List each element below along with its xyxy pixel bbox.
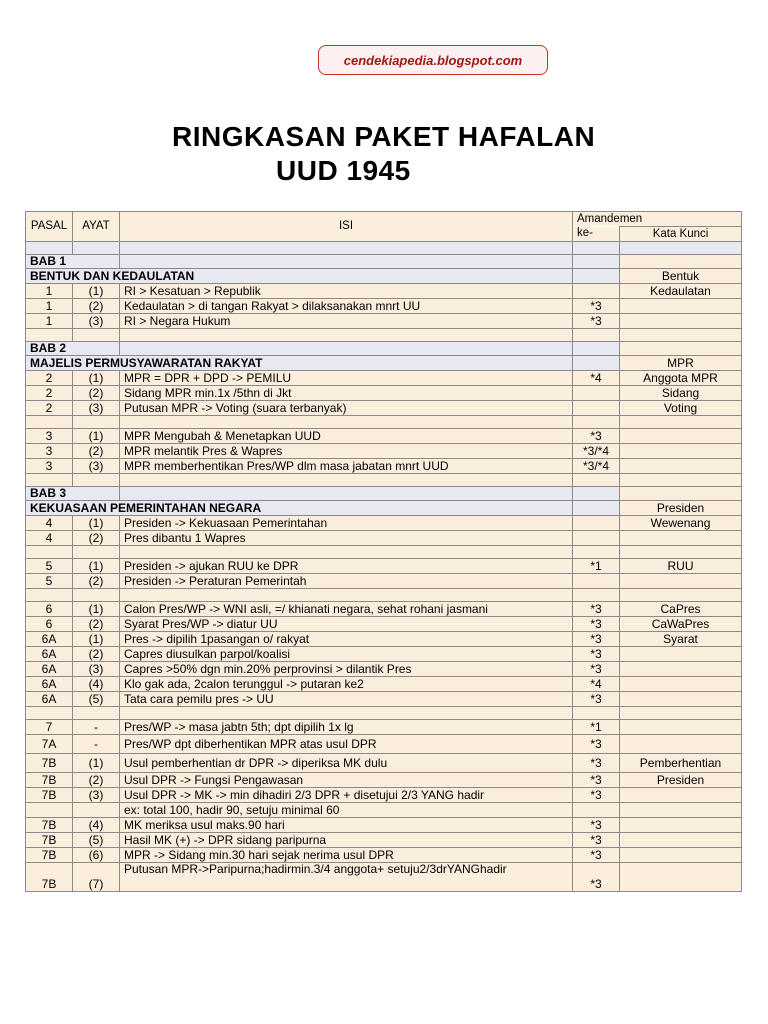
amandemen-cell (573, 803, 620, 818)
keyword-cell: MPR (620, 356, 742, 371)
chapter-row (26, 255, 742, 269)
empty-cell (120, 416, 573, 429)
keyword-cell (620, 833, 742, 848)
chapter-title-row (26, 269, 742, 284)
empty-cell (620, 487, 742, 501)
empty-cell (573, 416, 620, 429)
empty-cell (26, 242, 73, 255)
keyword-cell: Voting (620, 401, 742, 416)
keyword-cell (620, 735, 742, 754)
amandemen-cell: *3 (573, 647, 620, 662)
ayat-cell: (5) (73, 833, 120, 848)
ayat-cell: (3) (73, 459, 120, 474)
isi-cell: Kedaulatan > di tangan Rakyat > dilaksanakan mnrt UU (120, 299, 573, 314)
ayat-cell: (1) (73, 754, 120, 773)
keyword-cell: Syarat (620, 632, 742, 647)
isi-cell: MPR Mengubah & Menetapkan UUD (120, 429, 573, 444)
pasal-cell: 4 (26, 531, 73, 546)
keyword-cell: CaWaPres (620, 617, 742, 632)
pasal-cell: 6A (26, 632, 73, 647)
isi-cell: RI > Negara Hukum (120, 314, 573, 329)
isi-cell: MPR -> Sidang min.30 hari sejak nerima usul DPR (120, 848, 573, 863)
header-kata-kunci: Kata Kunci (620, 227, 742, 242)
amandemen-cell (573, 574, 620, 589)
table-row (26, 803, 742, 818)
table-row (26, 848, 742, 863)
keyword-cell (620, 677, 742, 692)
isi-cell: Presiden -> ajukan RUU ke DPR (120, 559, 573, 574)
empty-row (26, 707, 742, 720)
empty-row (26, 546, 742, 559)
isi-cell: Putusan MPR->Paripurna;hadirmin.3/4 anggota+ setuju2/3drYANGhadir (120, 863, 573, 892)
ayat-cell: (4) (73, 677, 120, 692)
amandemen-cell (573, 284, 620, 299)
chapter-title-row (26, 501, 742, 516)
amandemen-cell: *4 (573, 371, 620, 386)
empty-cell (573, 342, 620, 356)
pasal-cell: 1 (26, 284, 73, 299)
amandemen-cell: *3 (573, 429, 620, 444)
empty-row (26, 589, 742, 602)
ayat-cell: (1) (73, 602, 120, 617)
chapter-label: BAB 1 (26, 255, 120, 269)
empty-cell (26, 416, 73, 429)
table-row (26, 401, 742, 416)
ayat-cell: (2) (73, 574, 120, 589)
table-row (26, 459, 742, 474)
amandemen-cell (573, 531, 620, 546)
amandemen-cell: *1 (573, 720, 620, 735)
empty-cell (120, 589, 573, 602)
isi-cell: RI > Kesatuan > Republik (120, 284, 573, 299)
keyword-cell (620, 692, 742, 707)
empty-cell (73, 242, 120, 255)
ayat-cell: (5) (73, 692, 120, 707)
isi-cell: MPR = DPR + DPD -> PEMILU (120, 371, 573, 386)
isi-cell: Presiden -> Peraturan Pemerintah (120, 574, 573, 589)
empty-cell (620, 242, 742, 255)
ayat-cell: (2) (73, 386, 120, 401)
amandemen-cell: *3 (573, 602, 620, 617)
ayat-cell: (2) (73, 444, 120, 459)
table-row (26, 444, 742, 459)
pasal-cell: 7B (26, 788, 73, 803)
empty-cell (573, 487, 620, 501)
chapter-title: KEKUASAAN PEMERINTAHAN NEGARA (26, 501, 573, 516)
amandemen-cell: *3 (573, 833, 620, 848)
keyword-cell (620, 531, 742, 546)
blog-url-badge (318, 45, 548, 75)
blog-url-text: cendekiapedia.blogspot.com (343, 52, 523, 68)
table-row (26, 647, 742, 662)
empty-cell (573, 269, 620, 284)
empty-cell (573, 589, 620, 602)
empty-cell (26, 329, 73, 342)
ayat-cell: - (73, 720, 120, 735)
keyword-cell (620, 647, 742, 662)
keyword-cell (620, 299, 742, 314)
keyword-cell: RUU (620, 559, 742, 574)
pasal-cell: 1 (26, 314, 73, 329)
header-ke: ke- (573, 227, 620, 242)
table-row (26, 284, 742, 299)
ayat-cell: (3) (73, 314, 120, 329)
amandemen-cell (573, 401, 620, 416)
table-row (26, 754, 742, 773)
isi-cell: ex: total 100, hadir 90, setuju minimal 60 (120, 803, 573, 818)
isi-cell: Hasil MK (+) -> DPR sidang paripurna (120, 833, 573, 848)
empty-cell (120, 546, 573, 559)
ayat-cell: (2) (73, 647, 120, 662)
amandemen-cell: *3 (573, 863, 620, 892)
empty-cell (573, 356, 620, 371)
table-row (26, 863, 742, 892)
table-row (26, 386, 742, 401)
pasal-cell: 7B (26, 848, 73, 863)
pasal-cell: 6 (26, 602, 73, 617)
header-pasal: PASAL (26, 212, 73, 242)
empty-cell (120, 342, 573, 356)
ayat-cell: (1) (73, 559, 120, 574)
empty-cell (26, 474, 73, 487)
empty-cell (120, 707, 573, 720)
pasal-cell: 6A (26, 662, 73, 677)
table-row (26, 516, 742, 531)
isi-cell: Tata cara pemilu pres -> UU (120, 692, 573, 707)
table-row (26, 788, 742, 803)
chapter-label: BAB 2 (26, 342, 120, 356)
isi-cell: Usul DPR -> MK -> min dihadiri 2/3 DPR + disetujui 2/3 YANG hadir (120, 788, 573, 803)
isi-cell: Klo gak ada, 2calon terunggul -> putaran ke2 (120, 677, 573, 692)
table-row (26, 371, 742, 386)
page-title-line2: UUD 1945 (276, 155, 411, 186)
pasal-cell: 5 (26, 574, 73, 589)
keyword-cell: Pemberhentian (620, 754, 742, 773)
table-body (26, 242, 742, 892)
keyword-cell: Kedaulatan (620, 284, 742, 299)
ayat-cell: (3) (73, 401, 120, 416)
isi-cell: Pres -> dipilih 1pasangan o/ rakyat (120, 632, 573, 647)
empty-cell (573, 242, 620, 255)
isi-cell: Sidang MPR min.1x /5thn di Jkt (120, 386, 573, 401)
chapter-row (26, 342, 742, 356)
empty-cell (73, 546, 120, 559)
empty-cell (573, 707, 620, 720)
amandemen-cell: *1 (573, 559, 620, 574)
ayat-cell: (1) (73, 284, 120, 299)
keyword-cell (620, 720, 742, 735)
keyword-cell (620, 863, 742, 892)
empty-cell (26, 589, 73, 602)
ayat-cell: (1) (73, 516, 120, 531)
keyword-cell: Bentuk (620, 269, 742, 284)
table-row (26, 662, 742, 677)
amandemen-cell: *3 (573, 632, 620, 647)
amandemen-cell: *3 (573, 818, 620, 833)
ayat-cell: (1) (73, 429, 120, 444)
ayat-cell: (1) (73, 371, 120, 386)
empty-cell (120, 329, 573, 342)
ayat-cell: (7) (73, 863, 120, 892)
amandemen-cell: *3 (573, 773, 620, 788)
empty-cell (73, 707, 120, 720)
table-row (26, 602, 742, 617)
header-isi: ISI (120, 212, 573, 242)
empty-cell (573, 255, 620, 269)
isi-cell: MPR melantik Pres & Wapres (120, 444, 573, 459)
empty-row (26, 329, 742, 342)
keyword-cell (620, 314, 742, 329)
pasal-cell: 7B (26, 818, 73, 833)
empty-cell (620, 255, 742, 269)
chapter-title: BENTUK DAN KEDAULATAN (26, 269, 573, 284)
ayat-cell: (2) (73, 773, 120, 788)
ayat-cell: (3) (73, 662, 120, 677)
table-row (26, 632, 742, 647)
amandemen-cell: *3 (573, 662, 620, 677)
isi-cell: Capres >50% dgn min.20% perprovinsi > dilantik Pres (120, 662, 573, 677)
summary-table (25, 211, 742, 892)
empty-cell (73, 329, 120, 342)
amandemen-cell: *3/*4 (573, 459, 620, 474)
table-row (26, 720, 742, 735)
empty-cell (620, 416, 742, 429)
isi-cell: Putusan MPR -> Voting (suara terbanyak) (120, 401, 573, 416)
header-ayat: AYAT (73, 212, 120, 242)
isi-cell: MK meriksa usul maks.90 hari (120, 818, 573, 833)
pasal-cell: 7 (26, 720, 73, 735)
ayat-cell: (2) (73, 299, 120, 314)
amandemen-cell: *3/*4 (573, 444, 620, 459)
table-row (26, 617, 742, 632)
isi-cell: Syarat Pres/WP -> diatur UU (120, 617, 573, 632)
keyword-cell (620, 429, 742, 444)
empty-cell (26, 707, 73, 720)
empty-cell (573, 546, 620, 559)
amandemen-cell (573, 516, 620, 531)
table-row (26, 299, 742, 314)
keyword-cell (620, 803, 742, 818)
keyword-cell (620, 848, 742, 863)
pasal-cell: 3 (26, 429, 73, 444)
empty-cell (573, 329, 620, 342)
empty-cell (120, 474, 573, 487)
keyword-cell (620, 444, 742, 459)
chapter-label: BAB 3 (26, 487, 120, 501)
amandemen-cell: *3 (573, 735, 620, 754)
empty-cell (573, 474, 620, 487)
isi-cell: Pres dibantu 1 Wapres (120, 531, 573, 546)
page-title-line1: RINGKASAN PAKET HAFALAN (172, 121, 596, 152)
keyword-cell: Presiden (620, 501, 742, 516)
amandemen-cell: *3 (573, 617, 620, 632)
empty-row (26, 242, 742, 255)
table-row (26, 677, 742, 692)
empty-cell (120, 487, 573, 501)
keyword-cell (620, 788, 742, 803)
ayat-cell: (4) (73, 818, 120, 833)
pasal-cell: 3 (26, 459, 73, 474)
keyword-cell (620, 459, 742, 474)
pasal-cell: 2 (26, 386, 73, 401)
ayat-cell (73, 803, 120, 818)
table-row (26, 773, 742, 788)
pasal-cell: 6A (26, 647, 73, 662)
ayat-cell: (2) (73, 617, 120, 632)
keyword-cell (620, 818, 742, 833)
amandemen-cell: *3 (573, 314, 620, 329)
table-row (26, 692, 742, 707)
amandemen-cell: *3 (573, 848, 620, 863)
table-row (26, 314, 742, 329)
keyword-cell: Anggota MPR (620, 371, 742, 386)
keyword-cell: Presiden (620, 773, 742, 788)
empty-cell (120, 255, 573, 269)
empty-cell (620, 329, 742, 342)
keyword-cell (620, 574, 742, 589)
pasal-cell: 7B (26, 773, 73, 788)
keyword-cell (620, 662, 742, 677)
pasal-cell: 7B (26, 833, 73, 848)
empty-cell (620, 546, 742, 559)
ayat-cell: (2) (73, 531, 120, 546)
table-row (26, 735, 742, 754)
isi-cell: Usul pemberhentian dr DPR -> diperiksa MK dulu (120, 754, 573, 773)
pasal-cell: 4 (26, 516, 73, 531)
amandemen-cell: *3 (573, 788, 620, 803)
isi-cell: Calon Pres/WP -> WNI asli, =/ khianati negara, sehat rohani jasmani (120, 602, 573, 617)
amandemen-cell (573, 386, 620, 401)
table-header-row (26, 212, 742, 227)
pasal-cell: 7B (26, 863, 73, 892)
keyword-cell: Sidang (620, 386, 742, 401)
table-row (26, 559, 742, 574)
empty-row (26, 416, 742, 429)
empty-cell (26, 546, 73, 559)
empty-cell (73, 474, 120, 487)
isi-cell: Usul DPR -> Fungsi Pengawasan (120, 773, 573, 788)
table-row (26, 429, 742, 444)
empty-cell (73, 416, 120, 429)
table-row (26, 818, 742, 833)
pasal-cell: 2 (26, 401, 73, 416)
isi-cell: Presiden -> Kekuasaan Pemerintahan (120, 516, 573, 531)
isi-cell: Pres/WP -> masa jabtn 5th; dpt dipilih 1x lg (120, 720, 573, 735)
empty-cell (620, 707, 742, 720)
empty-cell (620, 474, 742, 487)
amandemen-cell: *3 (573, 754, 620, 773)
table-row (26, 531, 742, 546)
pasal-cell: 6A (26, 677, 73, 692)
pasal-cell: 2 (26, 371, 73, 386)
table-row (26, 833, 742, 848)
empty-row (26, 474, 742, 487)
isi-cell: Pres/WP dpt diberhentikan MPR atas usul DPR (120, 735, 573, 754)
table-row (26, 574, 742, 589)
pasal-cell (26, 803, 73, 818)
header-amandemen: Amandemen (573, 212, 742, 227)
pasal-cell: 7B (26, 754, 73, 773)
chapter-row (26, 487, 742, 501)
pasal-cell: 5 (26, 559, 73, 574)
empty-cell (73, 589, 120, 602)
isi-cell: Capres diusulkan parpol/koalisi (120, 647, 573, 662)
keyword-cell: Wewenang (620, 516, 742, 531)
empty-cell (573, 501, 620, 516)
amandemen-cell: *4 (573, 677, 620, 692)
amandemen-cell: *3 (573, 299, 620, 314)
ayat-cell: (1) (73, 632, 120, 647)
chapter-title: MAJELIS PERMUSYAWARATAN RAKYAT (26, 356, 573, 371)
empty-cell (620, 589, 742, 602)
empty-cell (620, 342, 742, 356)
pasal-cell: 1 (26, 299, 73, 314)
ayat-cell: - (73, 735, 120, 754)
amandemen-cell: *3 (573, 692, 620, 707)
isi-cell: MPR memberhentikan Pres/WP dlm masa jabatan mnrt UUD (120, 459, 573, 474)
ayat-cell: (3) (73, 788, 120, 803)
pasal-cell: 3 (26, 444, 73, 459)
ayat-cell: (6) (73, 848, 120, 863)
empty-cell (120, 242, 573, 255)
chapter-title-row (26, 356, 742, 371)
keyword-cell: CaPres (620, 602, 742, 617)
pasal-cell: 7A (26, 735, 73, 754)
pasal-cell: 6 (26, 617, 73, 632)
pasal-cell: 6A (26, 692, 73, 707)
